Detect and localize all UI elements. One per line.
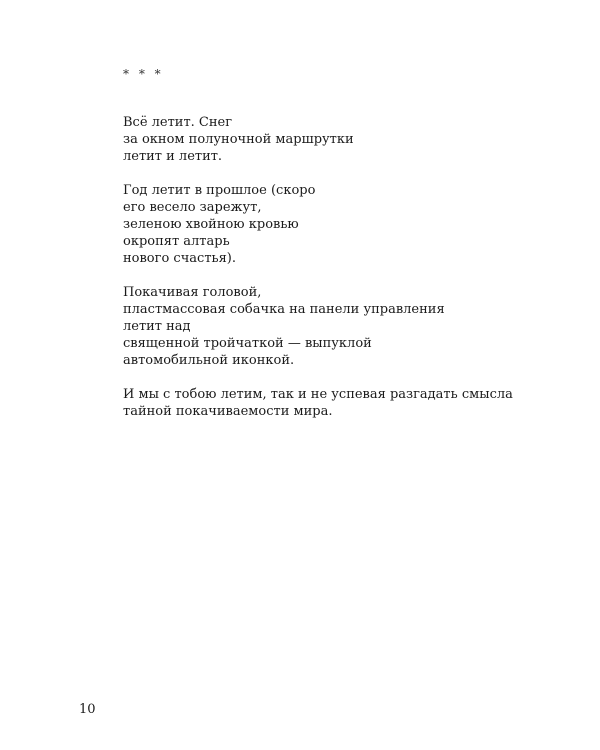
poem-line: нового счастья). bbox=[123, 251, 236, 266]
poem-line: автомобильной иконкой. bbox=[123, 353, 295, 368]
poem-line: И мы с тобою летим, так и не успевая разгадать смысла bbox=[123, 387, 513, 402]
poem-line: за окном полуночной маршрутки bbox=[123, 132, 354, 147]
poem-line: окропят алтарь bbox=[123, 234, 230, 249]
poem-line: летит над bbox=[123, 319, 191, 334]
poem bbox=[123, 66, 543, 437]
stanza-4 bbox=[123, 386, 543, 420]
poem-line: его весело зарежут, bbox=[123, 200, 262, 215]
poem-line: летит и летит. bbox=[123, 149, 223, 164]
poem-line: священной тройчаткой — выпуклой bbox=[123, 336, 372, 351]
page-number: 10 bbox=[79, 702, 96, 717]
poem-line: Покачивая головой, bbox=[123, 285, 262, 300]
poem-line: зеленою хвойною кровью bbox=[123, 217, 299, 232]
poem-line: Всё летит. Снег bbox=[123, 115, 233, 130]
section-separator: * * * bbox=[123, 67, 164, 81]
stanza-2 bbox=[123, 182, 543, 267]
stanza-1 bbox=[123, 114, 543, 165]
poem-line: тайной покачиваемости мира. bbox=[123, 404, 333, 419]
stanza-3 bbox=[123, 284, 543, 369]
poem-line: пластмассовая собачка на панели управления bbox=[123, 302, 445, 317]
poem-line: Год летит в прошлое (скоро bbox=[123, 183, 316, 198]
